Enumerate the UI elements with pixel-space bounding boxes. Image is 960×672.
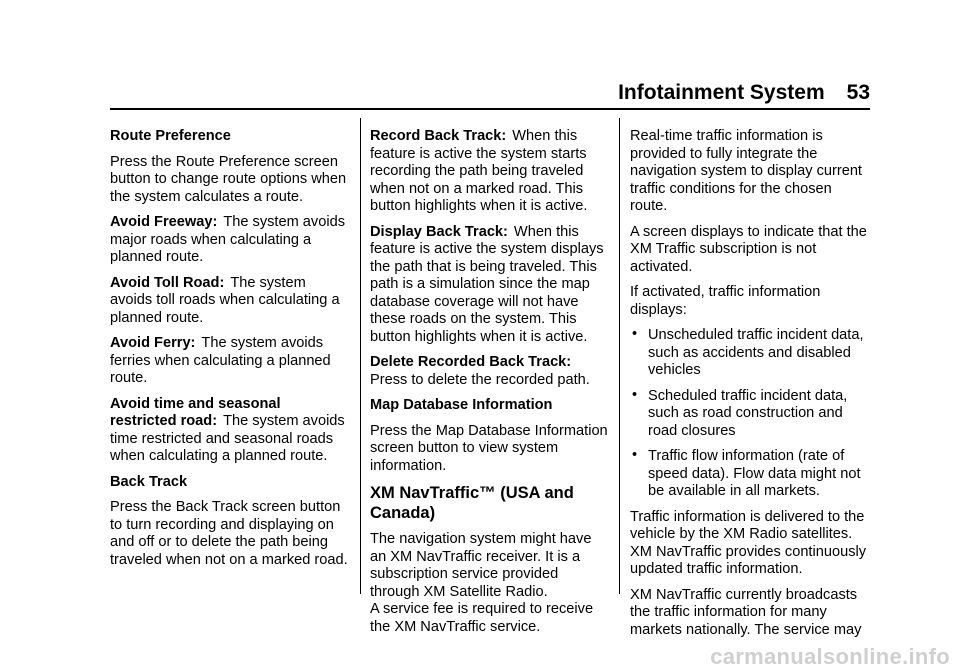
- traffic-para-5: XM NavTraffic currently broadcasts the traffic information for many markets nationally. The service may: [630, 586, 862, 638]
- column-divider-1: [360, 118, 361, 594]
- back-track-heading: Back Track: [110, 473, 188, 490]
- traffic-para-2: A screen displays to indicate that the XM Traffic subscription is not activated.: [630, 223, 867, 275]
- map-database-heading: Map Database Information: [370, 397, 553, 413]
- delete-back-track-item: [370, 354, 610, 389]
- list-item-text: Scheduled traffic incident data, such as road construction and road closures: [648, 387, 848, 439]
- xm-navtraffic-text-1: The navigation system might have an XM NavTraffic receiver. It is a subscription service provided through XM Satellite Radio.: [370, 531, 592, 600]
- list-item-text: Unscheduled traffic incident data, such as accidents and disabled vehicles: [648, 327, 864, 378]
- traffic-bullet-list: [630, 327, 870, 501]
- column-1: [110, 128, 350, 577]
- display-back-track-item: [370, 224, 610, 347]
- back-track-text: Press the Back Track screen button to turn recording and displaying on and off or to delete the path being traveled when not on a marked road.: [110, 499, 348, 568]
- watermark: carmanualsonline.info: [710, 644, 950, 669]
- avoid-seasonal-term: Avoid time and seasonal restricted road:: [110, 395, 281, 429]
- avoid-toll-item: [110, 275, 350, 328]
- column-divider-2: [619, 118, 620, 594]
- avoid-seasonal-text: The system avoids time restricted and seasonal roads when calculating a planned route.: [110, 413, 345, 464]
- avoid-toll-text: The system avoids toll roads when calculating a planned route.: [110, 274, 340, 326]
- record-back-track-term: Record Back Track:: [370, 128, 507, 144]
- traffic-para-1: Real-time traffic information is provided to fully integrate the navigation system to display current traffic conditions for the chosen route.: [630, 128, 862, 214]
- list-item-text: Traffic flow information (rate of speed data). Flow data might not be available in all markets.: [648, 448, 861, 499]
- traffic-para-3: If activated, traffic information displays:: [630, 284, 821, 318]
- traffic-para-4: Traffic information is delivered to the vehicle by the XM Radio satellites. XM NavTraffic provides continuously updated traffic information.: [630, 508, 867, 577]
- list-item: [630, 448, 870, 501]
- display-back-track-text: When this feature is active the system displays the path that is being traveled. This path is a simulation since the map database coverage will not have these roads on the system. This button highlights when it is active.: [370, 223, 604, 345]
- avoid-ferry-item: [110, 335, 350, 388]
- section-title: Infotainment System: [618, 81, 825, 104]
- route-preference-text: Press the Route Preference screen button to change route options when the system calculates a route.: [110, 153, 347, 205]
- xm-navtraffic-text-2: A service fee is required to receive the XM NavTraffic service.: [370, 601, 594, 635]
- column-3: [630, 128, 870, 647]
- avoid-toll-term: Avoid Toll Road:: [110, 274, 225, 291]
- page-header: [110, 80, 870, 106]
- delete-back-track-text: Press to delete the recorded path.: [370, 371, 590, 388]
- list-item: [630, 327, 870, 380]
- bullet-icon: •: [632, 326, 638, 342]
- header-rule: [110, 108, 870, 110]
- page-number: 53: [846, 81, 870, 104]
- avoid-ferry-text: The system avoids ferries when calculating a planned route.: [110, 335, 331, 386]
- delete-back-track-term: Delete Recorded Back Track:: [370, 354, 572, 370]
- bullet-icon: •: [632, 447, 638, 463]
- avoid-freeway-item: [110, 214, 350, 267]
- avoid-seasonal-item: [110, 396, 350, 466]
- route-preference-heading: Route Preference: [110, 128, 231, 144]
- avoid-ferry-term: Avoid Ferry:: [110, 335, 196, 351]
- bullet-icon: •: [632, 386, 638, 403]
- record-back-track-item: [370, 128, 610, 216]
- record-back-track-text: When this feature is active the system starts recording the path being traveled when not on a marked road. This button highlights when it is active.: [370, 128, 588, 214]
- display-back-track-term: Display Back Track:: [370, 223, 508, 240]
- avoid-freeway-text: The system avoids major roads when calculating a planned route.: [110, 214, 345, 265]
- column-2: [370, 128, 610, 644]
- list-item: [630, 388, 870, 441]
- avoid-freeway-term: Avoid Freeway:: [110, 214, 218, 230]
- map-database-text: Press the Map Database Information screen button to view system information.: [370, 422, 608, 474]
- xm-navtraffic-heading: XM NavTraffic™ (USA and Canada): [370, 484, 574, 522]
